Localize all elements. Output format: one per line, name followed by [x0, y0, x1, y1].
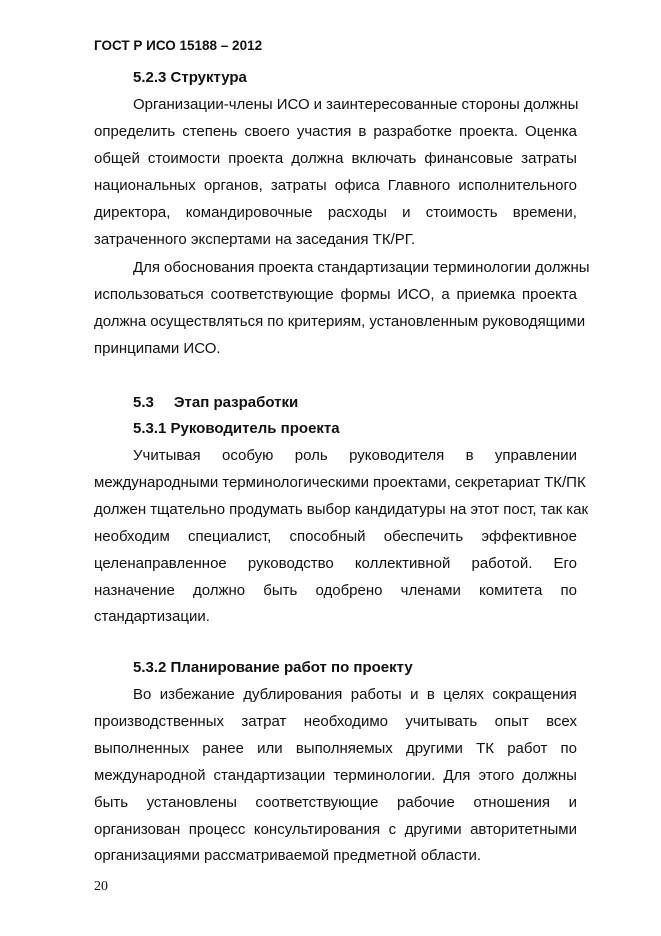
word: необходимо: [303, 712, 388, 730]
paragraph-line: [94, 150, 577, 168]
word: и: [313, 96, 323, 113]
word: формы: [340, 285, 391, 303]
word: времени,: [512, 203, 577, 221]
word: избежание: [159, 686, 235, 703]
word: терминологическими: [222, 473, 370, 491]
word: необходим: [94, 527, 170, 545]
word: Главного: [387, 176, 451, 194]
word: организован: [94, 820, 181, 838]
word: международными: [94, 473, 219, 491]
word: должны: [523, 96, 579, 113]
word: по: [560, 581, 577, 599]
paragraph-line: [94, 740, 577, 758]
word: быть: [94, 793, 129, 811]
word: с: [388, 820, 397, 838]
word: коллективной: [354, 554, 451, 572]
word: особую: [222, 447, 274, 464]
word: рабочие: [397, 793, 455, 811]
word: работы: [350, 686, 402, 703]
word: или: [257, 739, 283, 757]
word: членами: [400, 581, 461, 599]
word: учитывать: [405, 712, 478, 730]
word: проекта: [522, 285, 577, 303]
word: продумать: [229, 500, 303, 518]
paragraph-line: [94, 528, 577, 546]
word: проекта: [228, 149, 284, 167]
word: общей: [94, 149, 140, 167]
paragraph-line: принципами ИСО.: [94, 339, 221, 357]
paragraph-line: [94, 713, 577, 731]
word: роль: [294, 447, 328, 464]
word: Во: [133, 686, 152, 703]
word: своего: [244, 122, 290, 140]
word: в: [358, 122, 367, 140]
paragraph-line: затраченного экспертами на заседания ТК/РГ.: [94, 230, 416, 248]
word: так: [540, 500, 563, 518]
word: соответствующие: [255, 793, 379, 811]
word: авторитетными: [470, 820, 577, 838]
paragraph-line: [133, 259, 590, 277]
word: ранее: [202, 739, 244, 757]
word: отношения: [473, 793, 551, 811]
word: Для: [443, 766, 471, 784]
word: консультирования: [253, 820, 381, 838]
word: руководителя: [349, 447, 445, 464]
word: Оценка: [525, 122, 577, 140]
word: стороны: [461, 96, 520, 113]
word: по: [560, 739, 577, 757]
word: затраты: [270, 176, 327, 194]
word: установлены: [146, 793, 237, 811]
word: проекта.: [458, 122, 519, 140]
word: и: [568, 793, 577, 811]
word: Для: [133, 259, 161, 276]
word: управлении: [494, 447, 577, 464]
word: обеспечить: [383, 527, 464, 545]
word: комитета: [479, 581, 543, 599]
word: пост,: [503, 500, 537, 518]
word: ИСО: [276, 96, 310, 113]
word: ТК: [476, 739, 495, 757]
word: быть: [263, 581, 298, 599]
word: тщательно: [150, 500, 226, 518]
word: дублирования: [243, 686, 343, 703]
paragraph-line: [94, 123, 577, 141]
word: участия: [296, 122, 352, 140]
word: другими: [405, 739, 463, 757]
word: стандартизации: [317, 259, 430, 276]
word: и: [402, 203, 411, 221]
word: а: [441, 285, 450, 303]
paragraph-line: стандартизации.: [94, 608, 210, 626]
word: этого: [478, 766, 515, 784]
word: стоимость: [425, 203, 498, 221]
paragraph-line: [94, 312, 586, 331]
paragraph-line: [94, 286, 577, 304]
word: проектами,: [373, 473, 451, 491]
section-number: 5.3: [133, 394, 154, 411]
word: производственных: [94, 712, 224, 730]
paragraph-line: [94, 582, 577, 600]
word: целях: [443, 686, 484, 703]
paragraph-line: [94, 794, 577, 812]
section-heading: 5.2.3 Структура: [133, 69, 247, 86]
paragraph-line: [94, 767, 577, 785]
word: международной: [94, 766, 206, 784]
word: одобрено: [315, 581, 383, 599]
word: включать: [351, 149, 417, 167]
word: ИСО,: [397, 285, 435, 303]
paragraph-line: [94, 473, 586, 492]
word: Организации-члены: [133, 96, 273, 113]
paragraph-line: [133, 447, 577, 465]
word: расходы: [327, 203, 387, 221]
word: проекта: [258, 259, 314, 276]
word: должна: [94, 312, 147, 330]
word: заинтересованные: [326, 96, 458, 113]
paragraph-line: [94, 204, 577, 222]
word: назначение: [94, 581, 175, 599]
word: сокращения: [492, 686, 577, 703]
word: стандартизации: [213, 766, 326, 784]
word: по: [267, 312, 284, 330]
section-heading: 5.3.2 Планирование работ по проекту: [133, 659, 413, 676]
word: Его: [553, 554, 577, 572]
word: целенаправленное: [94, 554, 227, 572]
paragraph-line: [94, 177, 577, 195]
word: командировочные: [185, 203, 313, 221]
section-heading: [133, 394, 298, 412]
word: и: [410, 686, 419, 703]
word: руководящими: [482, 312, 586, 330]
word: соответствующие: [210, 285, 334, 303]
word: этот: [470, 500, 500, 518]
section-heading: 5.3.1 Руководитель проекта: [133, 420, 340, 437]
word: критериям,: [287, 312, 366, 330]
paragraph-line: [94, 555, 577, 573]
word: приемка: [456, 285, 516, 303]
word: специалист,: [188, 527, 272, 545]
word: работой.: [471, 554, 533, 572]
word: на: [449, 500, 467, 518]
paragraph-line: [133, 96, 577, 114]
word: выполненных: [94, 739, 190, 757]
word: руководство: [247, 554, 334, 572]
word: должно: [192, 581, 246, 599]
paragraph-line: [133, 686, 577, 704]
section-title: Этап разработки: [173, 394, 299, 411]
word: органов,: [203, 176, 263, 194]
word: ТК/ПК: [544, 473, 586, 491]
word: национальных: [94, 176, 196, 194]
word: опыт: [494, 712, 529, 730]
word: всех: [546, 712, 577, 730]
word: определить: [94, 122, 176, 140]
paragraph-line: организациями рассматриваемой предметной области.: [94, 847, 481, 865]
word: офиса: [334, 176, 380, 194]
word: кандидатуры: [354, 500, 446, 518]
word: обоснования: [164, 259, 255, 276]
word: терминологии.: [333, 766, 436, 784]
word: способный: [289, 527, 366, 545]
word: затраты: [521, 149, 577, 167]
word: разработке: [373, 122, 452, 140]
word: работ: [507, 739, 548, 757]
page-number: 20: [94, 879, 108, 894]
paragraph-line: [94, 500, 588, 519]
word: должен: [94, 500, 147, 518]
word: в: [465, 447, 474, 464]
word: Учитывая: [133, 447, 201, 464]
word: как: [566, 500, 588, 518]
word: степень: [182, 122, 238, 140]
word: стоимости: [147, 149, 221, 167]
word: исполнительного: [458, 176, 577, 194]
document-header: ГОСТ Р ИСО 15188 – 2012: [94, 38, 263, 53]
word: другими: [404, 820, 462, 838]
word: эффективное: [481, 527, 577, 545]
word: процесс: [188, 820, 246, 838]
word: терминологии: [433, 259, 531, 276]
word: выбор: [306, 500, 351, 518]
word: в: [426, 686, 435, 703]
word: секретариат: [454, 473, 541, 491]
word: установленным: [369, 312, 479, 330]
word: директора,: [94, 203, 171, 221]
word: затрат: [241, 712, 287, 730]
word: выполняемых: [295, 739, 393, 757]
word: финансовые: [424, 149, 514, 167]
word: использоваться: [94, 285, 204, 303]
word: должны: [534, 259, 590, 276]
word: осуществляться: [150, 312, 264, 330]
word: должна: [291, 149, 344, 167]
paragraph-line: [94, 821, 577, 839]
word: должны: [522, 766, 577, 784]
